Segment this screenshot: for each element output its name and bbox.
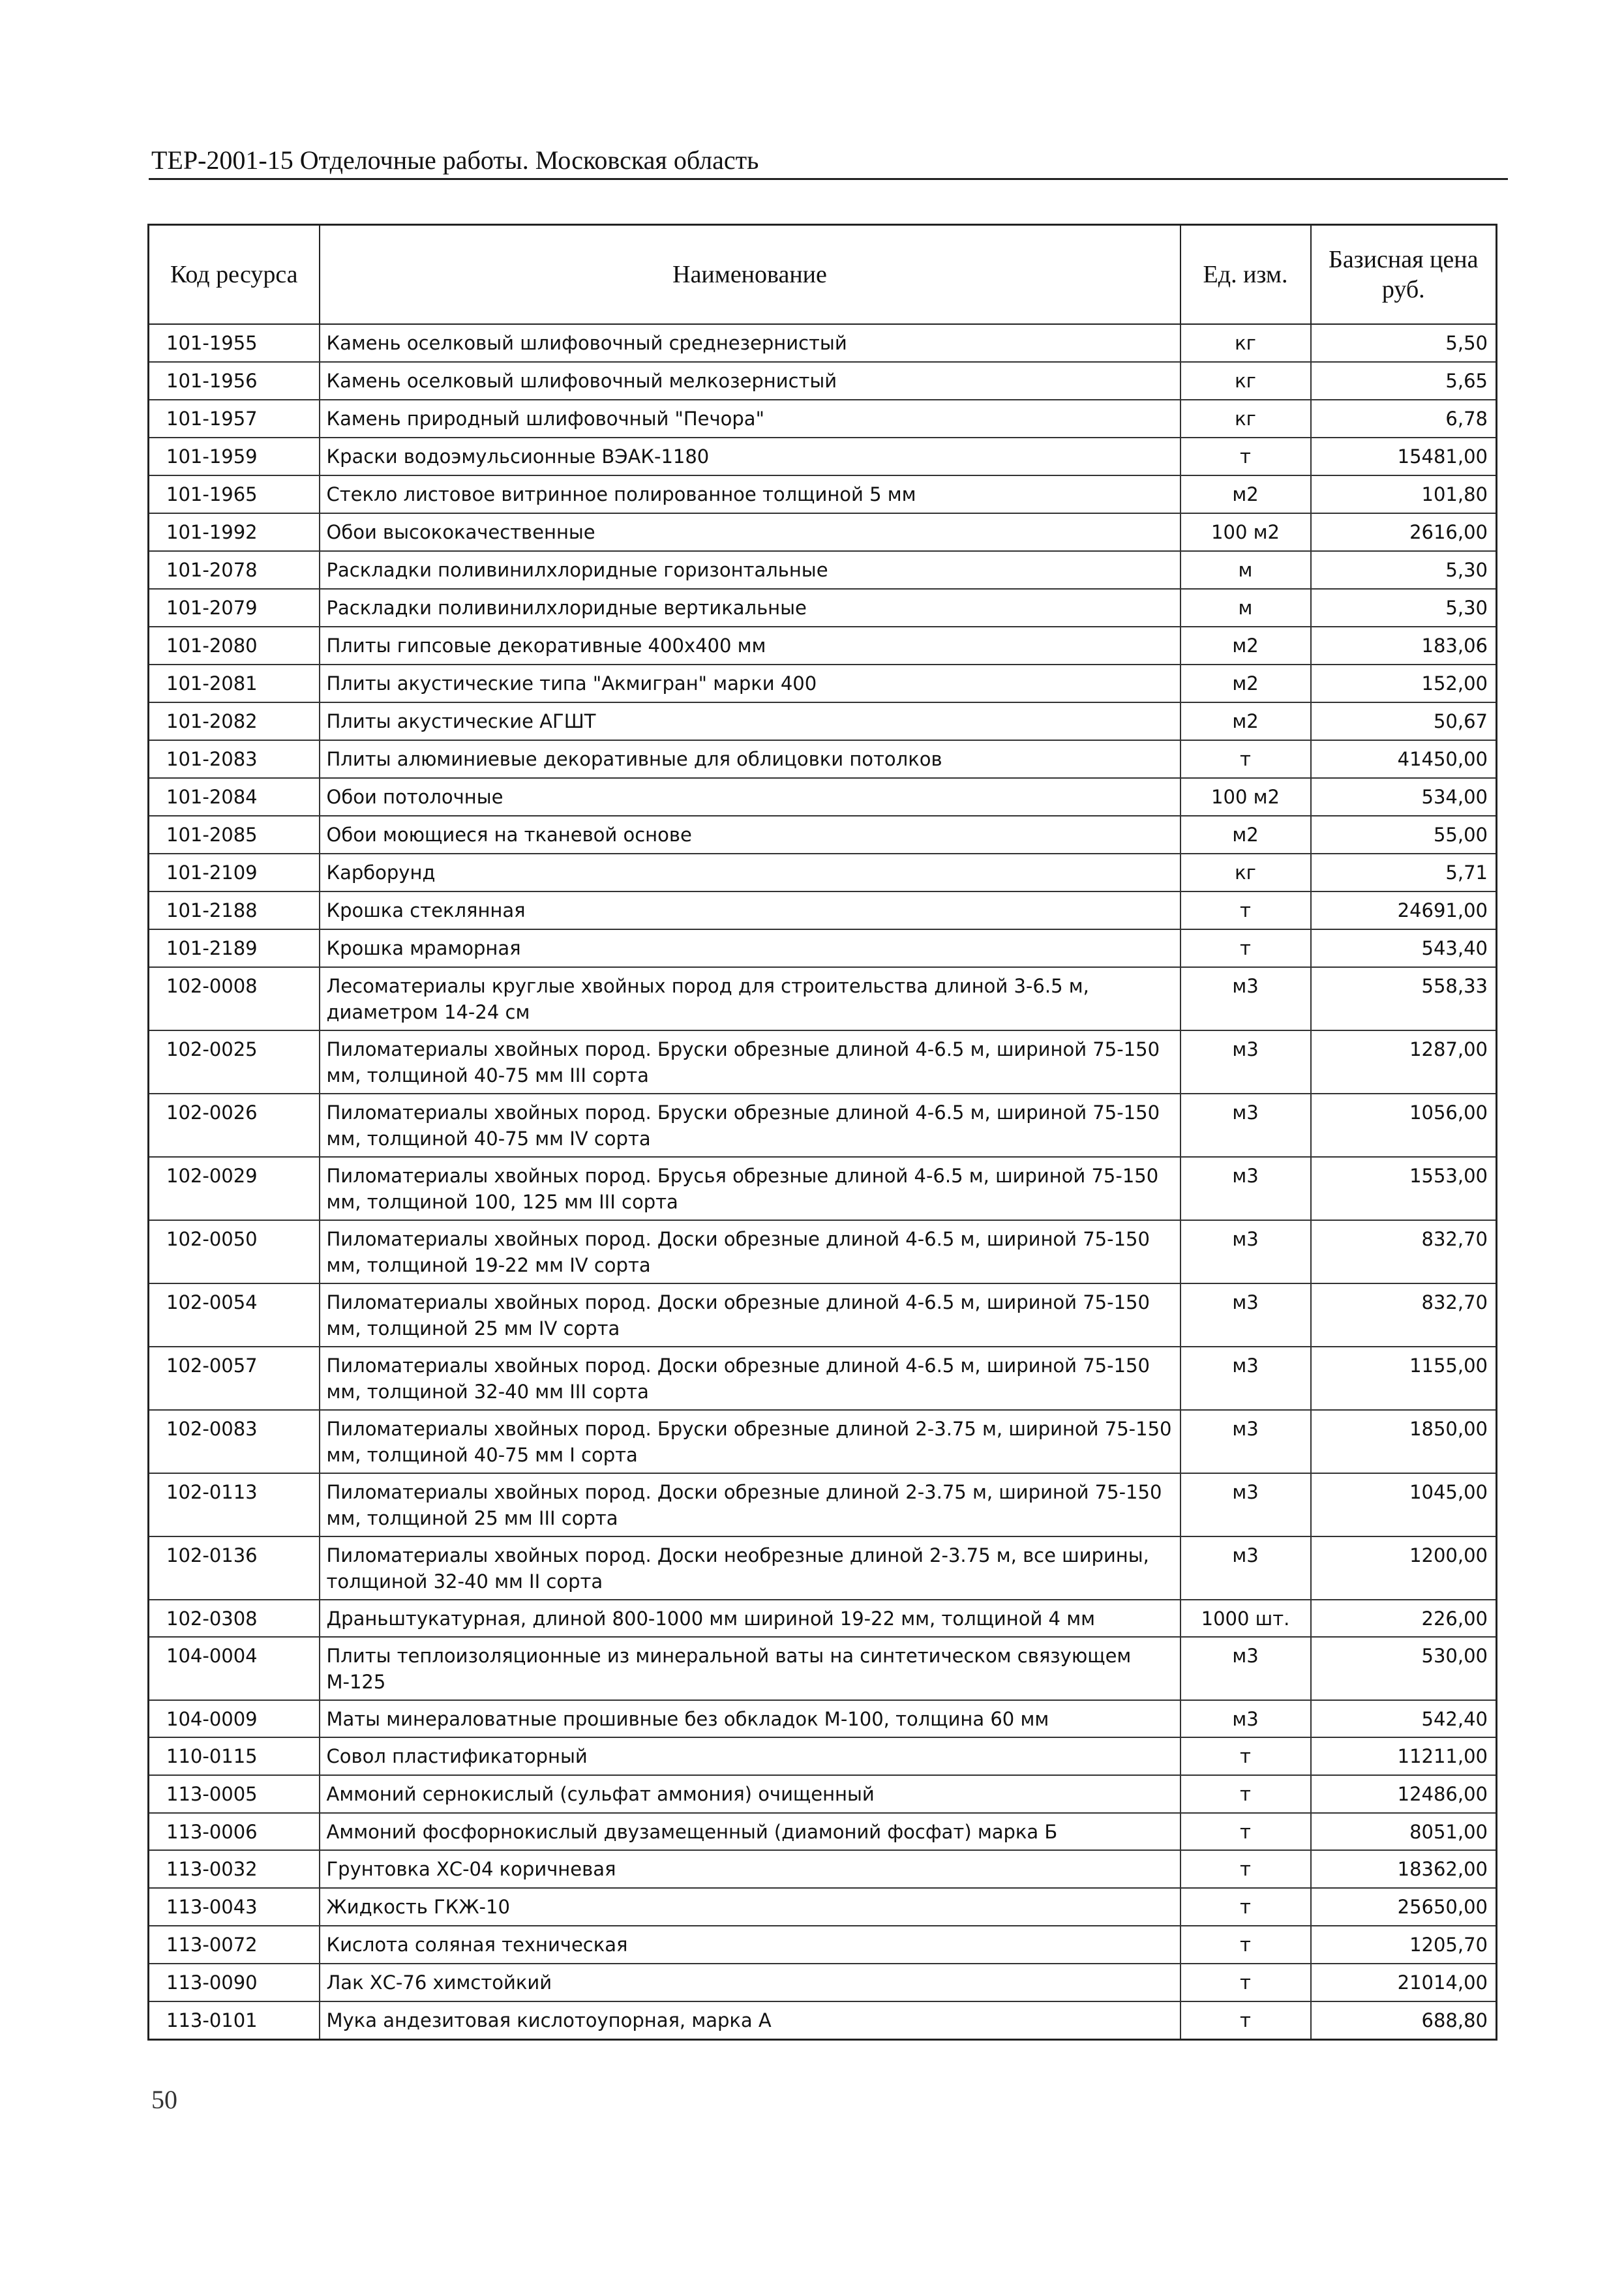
cell-name: Крошка мраморная bbox=[320, 929, 1180, 967]
cell-unit: т bbox=[1180, 438, 1311, 475]
cell-code: 102-0113 bbox=[149, 1473, 320, 1536]
cell-unit: м3 bbox=[1180, 1030, 1311, 1094]
cell-code: 101-2078 bbox=[149, 551, 320, 589]
cell-unit: т bbox=[1180, 1813, 1311, 1850]
cell-price: 152,00 bbox=[1311, 665, 1497, 702]
cell-name: Обои потолочные bbox=[320, 778, 1180, 816]
cell-code: 102-0050 bbox=[149, 1220, 320, 1283]
page-number: 50 bbox=[151, 2085, 177, 2114]
cell-code: 101-2189 bbox=[149, 929, 320, 967]
table-row bbox=[149, 400, 1497, 438]
cell-name: Плиты акустические АГШТ bbox=[320, 702, 1180, 740]
cell-code: 104-0004 bbox=[149, 1637, 320, 1700]
cell-name: Камень оселковый шлифовочный мелкозернистый bbox=[320, 362, 1180, 400]
column-header-name: Наименование bbox=[320, 225, 1180, 325]
table-row bbox=[149, 1347, 1497, 1410]
cell-code: 102-0308 bbox=[149, 1600, 320, 1637]
table-row bbox=[149, 1813, 1497, 1850]
cell-name: Пиломатериалы хвойных пород. Бруски обрезные длиной 4-6.5 м, шириной 75-150 мм, толщиной 40-75 мм IV сорта bbox=[320, 1094, 1180, 1157]
cell-price: 15481,00 bbox=[1311, 438, 1497, 475]
resource-price-table bbox=[147, 224, 1497, 2041]
cell-code: 102-0054 bbox=[149, 1283, 320, 1347]
cell-price: 832,70 bbox=[1311, 1283, 1497, 1347]
cell-name: Пиломатериалы хвойных пород. Бруски обрезные длиной 4-6.5 м, шириной 75-150 мм, толщиной 40-75 мм III сорта bbox=[320, 1030, 1180, 1094]
cell-code: 113-0043 bbox=[149, 1888, 320, 1926]
table-row bbox=[149, 740, 1497, 778]
table-row bbox=[149, 929, 1497, 967]
table-row bbox=[149, 1775, 1497, 1813]
cell-code: 101-2084 bbox=[149, 778, 320, 816]
cell-unit: 1000 шт. bbox=[1180, 1600, 1311, 1637]
cell-unit: кг bbox=[1180, 324, 1311, 362]
table-row bbox=[149, 854, 1497, 891]
table-row bbox=[149, 362, 1497, 400]
cell-name: Карборунд bbox=[320, 854, 1180, 891]
cell-price: 21014,00 bbox=[1311, 1964, 1497, 2001]
cell-name: Стекло листовое витринное полированное толщиной 5 мм bbox=[320, 475, 1180, 513]
cell-name: Кислота соляная техническая bbox=[320, 1926, 1180, 1964]
cell-code: 110-0115 bbox=[149, 1737, 320, 1775]
table-header-row bbox=[149, 225, 1497, 325]
table-row bbox=[149, 2001, 1497, 2040]
cell-price: 101,80 bbox=[1311, 475, 1497, 513]
cell-price: 1056,00 bbox=[1311, 1094, 1497, 1157]
cell-name: Плиты алюминиевые декоративные для облицовки потолков bbox=[320, 740, 1180, 778]
cell-code: 113-0072 bbox=[149, 1926, 320, 1964]
cell-price: 688,80 bbox=[1311, 2001, 1497, 2040]
cell-name: Пиломатериалы хвойных пород. Доски обрезные длиной 4-6.5 м, шириной 75-150 мм, толщиной 19-22 мм IV сорта bbox=[320, 1220, 1180, 1283]
cell-price: 50,67 bbox=[1311, 702, 1497, 740]
cell-price: 5,50 bbox=[1311, 324, 1497, 362]
cell-code: 102-0083 bbox=[149, 1410, 320, 1473]
cell-price: 832,70 bbox=[1311, 1220, 1497, 1283]
cell-unit: м3 bbox=[1180, 1536, 1311, 1600]
cell-price: 1205,70 bbox=[1311, 1926, 1497, 1964]
cell-name: Плиты акустические типа "Акмигран" марки 400 bbox=[320, 665, 1180, 702]
cell-unit: т bbox=[1180, 1737, 1311, 1775]
cell-price: 183,06 bbox=[1311, 627, 1497, 665]
cell-code: 101-2079 bbox=[149, 589, 320, 627]
table-row bbox=[149, 1220, 1497, 1283]
cell-unit: м3 bbox=[1180, 1094, 1311, 1157]
table-row bbox=[149, 967, 1497, 1030]
cell-unit: т bbox=[1180, 1850, 1311, 1888]
table-row bbox=[149, 1094, 1497, 1157]
cell-code: 113-0101 bbox=[149, 2001, 320, 2040]
cell-price: 11211,00 bbox=[1311, 1737, 1497, 1775]
cell-code: 102-0026 bbox=[149, 1094, 320, 1157]
cell-unit: м2 bbox=[1180, 475, 1311, 513]
cell-name: Раскладки поливинилхлоридные вертикальные bbox=[320, 589, 1180, 627]
cell-code: 102-0025 bbox=[149, 1030, 320, 1094]
cell-code: 101-1959 bbox=[149, 438, 320, 475]
cell-price: 534,00 bbox=[1311, 778, 1497, 816]
cell-name: Пиломатериалы хвойных пород. Доски необрезные длиной 2-3.75 м, все ширины, толщиной 32-40 мм II сорта bbox=[320, 1536, 1180, 1600]
cell-name: Пиломатериалы хвойных пород. Брусья обрезные длиной 4-6.5 м, шириной 75-150 мм, толщиной 100, 125 мм III сорта bbox=[320, 1157, 1180, 1220]
cell-name: Пиломатериалы хвойных пород. Доски обрезные длиной 2-3.75 м, шириной 75-150 мм, толщиной 25 мм III сорта bbox=[320, 1473, 1180, 1536]
cell-price: 543,40 bbox=[1311, 929, 1497, 967]
cell-unit: м3 bbox=[1180, 1220, 1311, 1283]
cell-price: 5,65 bbox=[1311, 362, 1497, 400]
cell-name: Плиты теплоизоляционные из минеральной ваты на синтетическом связующем М-125 bbox=[320, 1637, 1180, 1700]
cell-name: Драньштукатурная, длиной 800-1000 мм шириной 19-22 мм, толщиной 4 мм bbox=[320, 1600, 1180, 1637]
cell-unit: м3 bbox=[1180, 967, 1311, 1030]
table-row bbox=[149, 627, 1497, 665]
cell-price: 24691,00 bbox=[1311, 891, 1497, 929]
cell-code: 101-2083 bbox=[149, 740, 320, 778]
cell-unit: кг bbox=[1180, 400, 1311, 438]
cell-unit: м2 bbox=[1180, 665, 1311, 702]
cell-code: 101-1956 bbox=[149, 362, 320, 400]
cell-name: Обои высококачественные bbox=[320, 513, 1180, 551]
cell-price: 2616,00 bbox=[1311, 513, 1497, 551]
cell-price: 1045,00 bbox=[1311, 1473, 1497, 1536]
column-header-code: Код ресурса bbox=[149, 225, 320, 325]
table-row bbox=[149, 1926, 1497, 1964]
cell-code: 113-0006 bbox=[149, 1813, 320, 1850]
cell-code: 101-2109 bbox=[149, 854, 320, 891]
header-rule bbox=[149, 178, 1508, 180]
cell-unit: м3 bbox=[1180, 1283, 1311, 1347]
cell-code: 113-0090 bbox=[149, 1964, 320, 2001]
cell-price: 18362,00 bbox=[1311, 1850, 1497, 1888]
cell-unit: м bbox=[1180, 551, 1311, 589]
table-row bbox=[149, 816, 1497, 854]
table-row bbox=[149, 1700, 1497, 1737]
table-row bbox=[149, 1600, 1497, 1637]
cell-price: 25650,00 bbox=[1311, 1888, 1497, 1926]
cell-code: 101-2188 bbox=[149, 891, 320, 929]
cell-code: 101-1965 bbox=[149, 475, 320, 513]
table-row bbox=[149, 665, 1497, 702]
column-header-unit: Ед. изм. bbox=[1180, 225, 1311, 325]
cell-unit: м3 bbox=[1180, 1473, 1311, 1536]
cell-price: 12486,00 bbox=[1311, 1775, 1497, 1813]
cell-name: Маты минераловатные прошивные без обкладок М-100, толщина 60 мм bbox=[320, 1700, 1180, 1737]
cell-unit: м3 bbox=[1180, 1410, 1311, 1473]
cell-name: Лесоматериалы круглые хвойных пород для строительства длиной 3-6.5 м, диаметром 14-24 см bbox=[320, 967, 1180, 1030]
cell-unit: м3 bbox=[1180, 1700, 1311, 1737]
table-row bbox=[149, 513, 1497, 551]
cell-price: 226,00 bbox=[1311, 1600, 1497, 1637]
cell-unit: т bbox=[1180, 891, 1311, 929]
cell-name: Крошка стеклянная bbox=[320, 891, 1180, 929]
table-row bbox=[149, 1850, 1497, 1888]
table-row bbox=[149, 551, 1497, 589]
cell-price: 5,30 bbox=[1311, 551, 1497, 589]
cell-name: Совол пластификаторный bbox=[320, 1737, 1180, 1775]
cell-code: 102-0136 bbox=[149, 1536, 320, 1600]
cell-name: Пиломатериалы хвойных пород. Доски обрезные длиной 4-6.5 м, шириной 75-150 мм, толщиной 25 мм IV сорта bbox=[320, 1283, 1180, 1347]
cell-unit: т bbox=[1180, 1775, 1311, 1813]
table-row bbox=[149, 475, 1497, 513]
cell-code: 102-0029 bbox=[149, 1157, 320, 1220]
cell-code: 102-0057 bbox=[149, 1347, 320, 1410]
table-row bbox=[149, 1637, 1497, 1700]
cell-price: 1200,00 bbox=[1311, 1536, 1497, 1600]
table-row bbox=[149, 1283, 1497, 1347]
cell-code: 101-2080 bbox=[149, 627, 320, 665]
cell-unit: кг bbox=[1180, 362, 1311, 400]
cell-price: 8051,00 bbox=[1311, 1813, 1497, 1850]
cell-name: Пиломатериалы хвойных пород. Бруски обрезные длиной 2-3.75 м, шириной 75-150 мм, толщиной 40-75 мм I сорта bbox=[320, 1410, 1180, 1473]
cell-price: 5,71 bbox=[1311, 854, 1497, 891]
table-row bbox=[149, 1737, 1497, 1775]
table-row bbox=[149, 1964, 1497, 2001]
cell-price: 558,33 bbox=[1311, 967, 1497, 1030]
cell-unit: м3 bbox=[1180, 1157, 1311, 1220]
cell-unit: т bbox=[1180, 2001, 1311, 2040]
cell-name: Лак ХС-76 химстойкий bbox=[320, 1964, 1180, 2001]
cell-price: 1553,00 bbox=[1311, 1157, 1497, 1220]
cell-price: 6,78 bbox=[1311, 400, 1497, 438]
table-row bbox=[149, 1888, 1497, 1926]
cell-price: 5,30 bbox=[1311, 589, 1497, 627]
cell-price: 1155,00 bbox=[1311, 1347, 1497, 1410]
table-row bbox=[149, 1030, 1497, 1094]
cell-price: 41450,00 bbox=[1311, 740, 1497, 778]
cell-unit: кг bbox=[1180, 854, 1311, 891]
cell-unit: м2 bbox=[1180, 816, 1311, 854]
cell-unit: т bbox=[1180, 1964, 1311, 2001]
cell-unit: т bbox=[1180, 929, 1311, 967]
cell-code: 102-0008 bbox=[149, 967, 320, 1030]
table-body bbox=[149, 324, 1497, 2040]
column-header-price: Базисная цена руб. bbox=[1311, 225, 1497, 325]
cell-unit: 100 м2 bbox=[1180, 513, 1311, 551]
cell-name: Краски водоэмульсионные ВЭАК-1180 bbox=[320, 438, 1180, 475]
table-row bbox=[149, 1157, 1497, 1220]
table-row bbox=[149, 778, 1497, 816]
cell-code: 101-1957 bbox=[149, 400, 320, 438]
resource-table-container bbox=[147, 224, 1496, 2041]
cell-unit: т bbox=[1180, 1926, 1311, 1964]
cell-name: Камень оселковый шлифовочный среднезернистый bbox=[320, 324, 1180, 362]
cell-code: 101-2081 bbox=[149, 665, 320, 702]
cell-name: Грунтовка ХС-04 коричневая bbox=[320, 1850, 1180, 1888]
cell-price: 55,00 bbox=[1311, 816, 1497, 854]
table-row bbox=[149, 1536, 1497, 1600]
table-row bbox=[149, 891, 1497, 929]
cell-code: 104-0009 bbox=[149, 1700, 320, 1737]
cell-name: Аммоний сернокислый (сульфат аммония) очищенный bbox=[320, 1775, 1180, 1813]
cell-price: 1850,00 bbox=[1311, 1410, 1497, 1473]
cell-code: 101-2082 bbox=[149, 702, 320, 740]
table-row bbox=[149, 438, 1497, 475]
cell-price: 530,00 bbox=[1311, 1637, 1497, 1700]
cell-unit: 100 м2 bbox=[1180, 778, 1311, 816]
page-header: ТЕР-2001-15 Отделочные работы. Московская область bbox=[151, 145, 759, 175]
cell-price: 542,40 bbox=[1311, 1700, 1497, 1737]
cell-name: Камень природный шлифовочный "Печора" bbox=[320, 400, 1180, 438]
cell-name: Обои моющиеся на тканевой основе bbox=[320, 816, 1180, 854]
cell-code: 101-2085 bbox=[149, 816, 320, 854]
cell-unit: м3 bbox=[1180, 1637, 1311, 1700]
cell-unit: м bbox=[1180, 589, 1311, 627]
cell-unit: т bbox=[1180, 740, 1311, 778]
cell-name: Аммоний фосфорнокислый двузамещенный (диамоний фосфат) марка Б bbox=[320, 1813, 1180, 1850]
table-row bbox=[149, 589, 1497, 627]
cell-code: 113-0032 bbox=[149, 1850, 320, 1888]
table-row bbox=[149, 1473, 1497, 1536]
cell-name: Жидкость ГКЖ-10 bbox=[320, 1888, 1180, 1926]
cell-unit: м2 bbox=[1180, 627, 1311, 665]
cell-code: 113-0005 bbox=[149, 1775, 320, 1813]
table-row bbox=[149, 702, 1497, 740]
cell-code: 101-1992 bbox=[149, 513, 320, 551]
table-row bbox=[149, 1410, 1497, 1473]
cell-name: Мука андезитовая кислотоупорная, марка А bbox=[320, 2001, 1180, 2040]
cell-code: 101-1955 bbox=[149, 324, 320, 362]
cell-unit: т bbox=[1180, 1888, 1311, 1926]
cell-name: Пиломатериалы хвойных пород. Доски обрезные длиной 4-6.5 м, шириной 75-150 мм, толщиной 32-40 мм III сорта bbox=[320, 1347, 1180, 1410]
table-row bbox=[149, 324, 1497, 362]
cell-unit: м2 bbox=[1180, 702, 1311, 740]
cell-price: 1287,00 bbox=[1311, 1030, 1497, 1094]
cell-unit: м3 bbox=[1180, 1347, 1311, 1410]
cell-name: Плиты гипсовые декоративные 400х400 мм bbox=[320, 627, 1180, 665]
cell-name: Раскладки поливинилхлоридные горизонтальные bbox=[320, 551, 1180, 589]
